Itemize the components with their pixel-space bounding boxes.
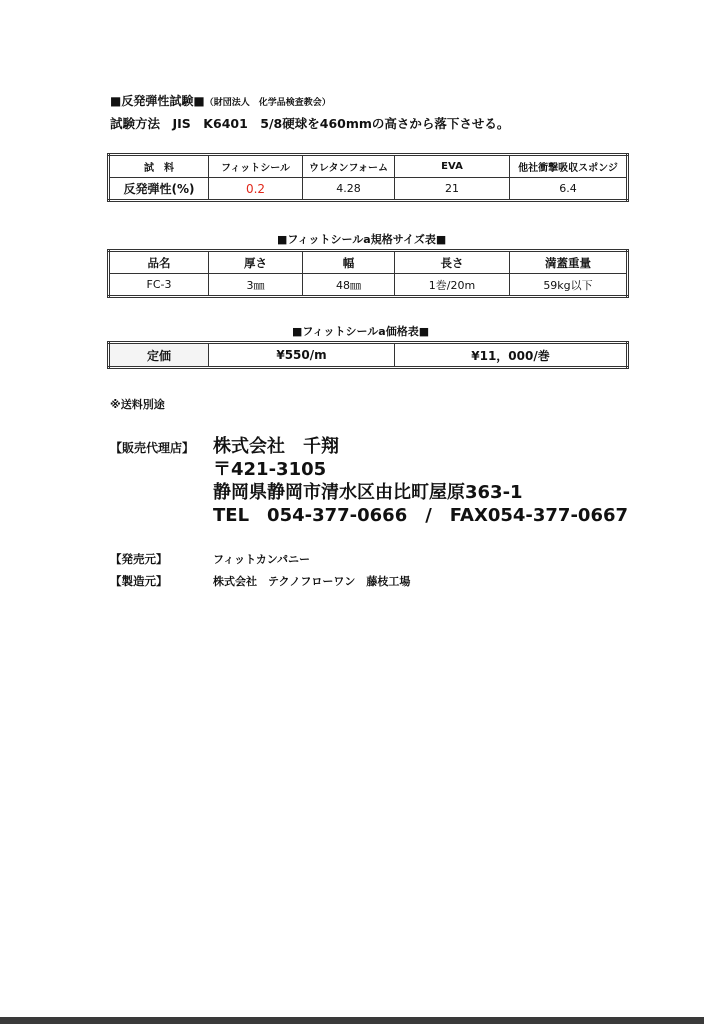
header-cell: フィットシール <box>209 155 303 178</box>
table-header-row <box>109 251 628 274</box>
header-cell: 品名 <box>109 251 209 274</box>
distributor-contact: TEL 054-377-0666 / FAX054-377-0667 <box>213 505 629 526</box>
size-table <box>107 249 629 298</box>
distributor-postal: 〒421-3105 <box>213 459 327 480</box>
maker-label: 【製造元】 <box>110 574 168 588</box>
table-row <box>109 343 628 368</box>
row-label: 反発弾性(%) <box>109 178 209 201</box>
rebound-table <box>107 153 629 202</box>
header-cell: 他社衝撃吸収スポンジ <box>510 155 628 178</box>
value-cell: 59kg以下 <box>510 274 628 297</box>
table-row <box>109 178 628 201</box>
price-per-meter: ¥550/m <box>209 343 395 368</box>
value-cell: FC-3 <box>109 274 209 297</box>
bottom-bar <box>0 1017 704 1024</box>
price-table-caption: ■フィットシールa価格表■ <box>292 325 430 338</box>
table-header-row <box>109 155 628 178</box>
section-title-text: ■反発弾性試験■ <box>110 94 205 108</box>
value-cell: 4.28 <box>303 178 395 201</box>
distributor-address: 静岡県静岡市清水区由比町屋原363-1 <box>213 482 523 503</box>
value-cell: 3㎜ <box>209 274 303 297</box>
shipping-note: ※送料別途 <box>110 398 165 411</box>
table-row <box>109 274 628 297</box>
header-cell: EVA <box>395 155 510 178</box>
section-title <box>110 92 331 109</box>
header-cell: ウレタンフォーム <box>303 155 395 178</box>
distributor-block <box>213 435 628 527</box>
header-cell: 長さ <box>395 251 510 274</box>
value-cell-highlight: 0.2 <box>209 178 303 201</box>
value-cell: 1巻/20m <box>395 274 510 297</box>
value-cell: 21 <box>395 178 510 201</box>
seller-name: フィットカンパニー <box>213 553 311 566</box>
distributor-label: 【販売代理店】 <box>110 441 195 455</box>
value-cell: 6.4 <box>510 178 628 201</box>
value-cell: 48㎜ <box>303 274 395 297</box>
section-title-note: （財団法人 化学品検査教会） <box>204 98 331 108</box>
price-table <box>107 341 629 369</box>
header-cell: 幅 <box>303 251 395 274</box>
size-table-caption: ■フィットシールa規格サイズ表■ <box>277 233 447 246</box>
header-cell: 厚さ <box>209 251 303 274</box>
seller-label: 【発売元】 <box>110 552 168 566</box>
header-cell: 試 料 <box>109 155 209 178</box>
maker-name: 株式会社 テクノフローワン 藤枝工場 <box>213 575 411 588</box>
distributor-company: 株式会社 千翔 <box>213 436 339 457</box>
header-cell: 満蓋重量 <box>510 251 628 274</box>
price-per-roll: ¥11，000/巻 <box>395 343 628 368</box>
price-label: 定価 <box>109 343 209 368</box>
test-method: 試験方法 JIS K6401 5/8硬球を460mmの高さから落下させる。 <box>110 116 510 131</box>
